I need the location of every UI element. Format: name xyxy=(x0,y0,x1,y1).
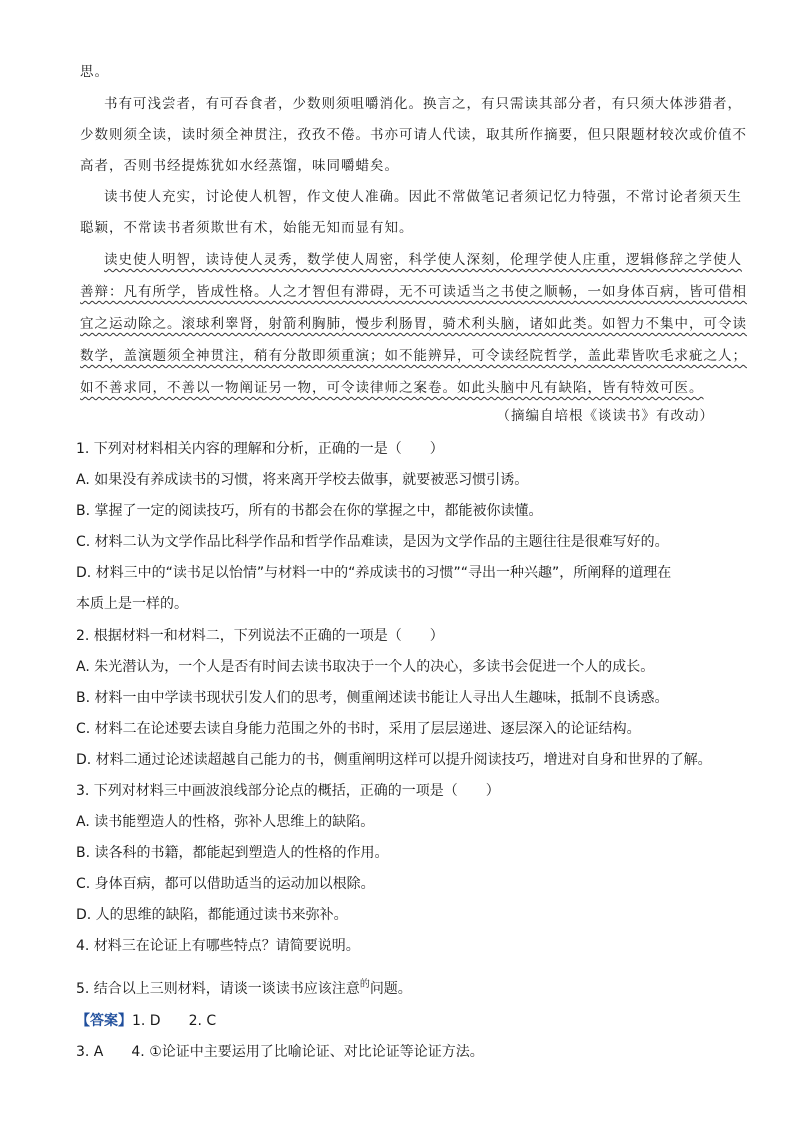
wavy-passage-line: 善辩：凡有所学，皆成性格。人之才智但有滞碍，无不可读适当之书使之顺畅，一如身体百病，皆可借相 xyxy=(80,284,747,300)
answer-label: 【答案】 xyxy=(76,1013,132,1029)
wavy-passage-line: 如不善求同，不善以一物阐证另一物，可令读律师之案卷。如此头脑中凡有缺陷，皆有特效可医。 xyxy=(80,380,704,396)
question-3-option-d: D. 人的思维的缺陷，都能通过读书来弥补。 xyxy=(76,907,348,923)
question-2-option-b: B. 材料一由中学读书现状引发人们的思考，侧重阐述读书能让人寻出人生趣味，抵制不良诱惑。 xyxy=(76,690,669,706)
answer-line-2: 3. A 4. ①论证中主要运用了比喻论证、对比论证等论证方法。 xyxy=(76,1044,484,1060)
passage-source: （摘编自培根《谈读书》有改动） xyxy=(496,408,714,424)
question-3-stem: 3. 下列对材料三中画波浪线部分论点的概括，正确的一项是（ ） xyxy=(76,783,500,799)
answer-line-1: 【答案】1. D 2. C xyxy=(76,1013,217,1029)
question-4-stem: 4. 材料三在论证上有哪些特点？请简要说明。 xyxy=(76,938,360,954)
question-2-stem: 2. 根据材料一和材料二，下列说法不正确的一项是（ ） xyxy=(76,628,444,644)
question-2-option-a: A. 朱光潜认为，一个人是否有时间去读书取决于一个人的决心，多读书会促进一个人的成长。 xyxy=(76,659,655,675)
question-1-option-c: C. 材料二认为文学作品比科学作品和哲学作品难读，是因为文学作品的主题往往是很难写好的。 xyxy=(76,534,669,550)
question-1-stem: 1. 下列对材料相关内容的理解和分析，正确的一是（ ） xyxy=(76,441,444,457)
question-1-option-d: D. 材料三中的“读书足以怡情”与材料一中的“养成读书的习惯”“寻出一种兴趣”，所阐释的道理在 xyxy=(76,565,672,581)
passage-line: 聪颖，不常读书者须欺世有术，始能无知而显有知。 xyxy=(80,220,414,236)
question-2-option-c: C. 材料二在论述要去读自身能力范围之外的书时，采用了层层递进、逐层深入的论证结构。 xyxy=(76,721,641,737)
passage-line: 思。 xyxy=(80,64,109,80)
passage-line: 书有可浅尝者，有可吞食者，少数则须咀嚼消化。换言之，有只需读其部分者，有只须大体涉猎者， xyxy=(104,96,742,112)
wavy-passage-line: 读史使人明智，读诗使人灵秀，数学使人周密，科学使人深刻，伦理学使人庄重，逻辑修辞之学使人 xyxy=(104,252,742,268)
question-1-option-b: B. 掌握了一定的阅读技巧，所有的书都会在你的掌握之中，都能被你读懂。 xyxy=(76,503,543,519)
question-2-option-d: D. 材料二通过论述读超越自己能力的书，侧重阐明这样可以提升阅读技巧，增进对自身和世界的了解。 xyxy=(76,752,712,768)
wavy-passage-line: 数学，盖演题须全神贯注，稍有分散即须重演；如不能辨异，可令读经院哲学，盖此辈皆吹毛求疵之人； xyxy=(80,348,747,364)
question-1-option-a: A. 如果没有养成读书的习惯，将来离开学校去做事，就要被恶习惯引诱。 xyxy=(76,472,529,488)
passage-line: 高者，否则书经提炼犹如水经蒸馏，味同嚼蜡矣。 xyxy=(80,158,399,174)
passage-line: 读书使人充实，讨论使人机智，作文使人准确。因此不常做笔记者须记忆力特强，不常讨论者须天生 xyxy=(104,189,742,205)
passage-line: 少数则须全读，读时须全神贯注，孜孜不倦。书亦可请人代读，取其所作摘要，但只限题材较次或价值不 xyxy=(80,127,747,143)
question-5-stem: 5. 结合以上三则材料，请谈一谈读书应该注意$^的$问题。 xyxy=(76,979,412,997)
question-3-option-b: B. 读各科的书籍，都能起到塑造人的性格的作用。 xyxy=(76,845,389,861)
question-1-option-d-cont: 本质上是一样的。 xyxy=(76,596,188,612)
wavy-passage-line: 宜之运动除之。滚球利睾肾，射箭利胸肺，慢步利肠胃，骑术利头脑，诸如此类。如智力不集中，可令读 xyxy=(80,316,747,332)
question-3-option-a: A. 读书能塑造人的性格，弥补人思维上的缺陷。 xyxy=(76,814,375,830)
question-3-option-c: C. 身体百病，都可以借助适当的运动加以根除。 xyxy=(76,876,375,892)
